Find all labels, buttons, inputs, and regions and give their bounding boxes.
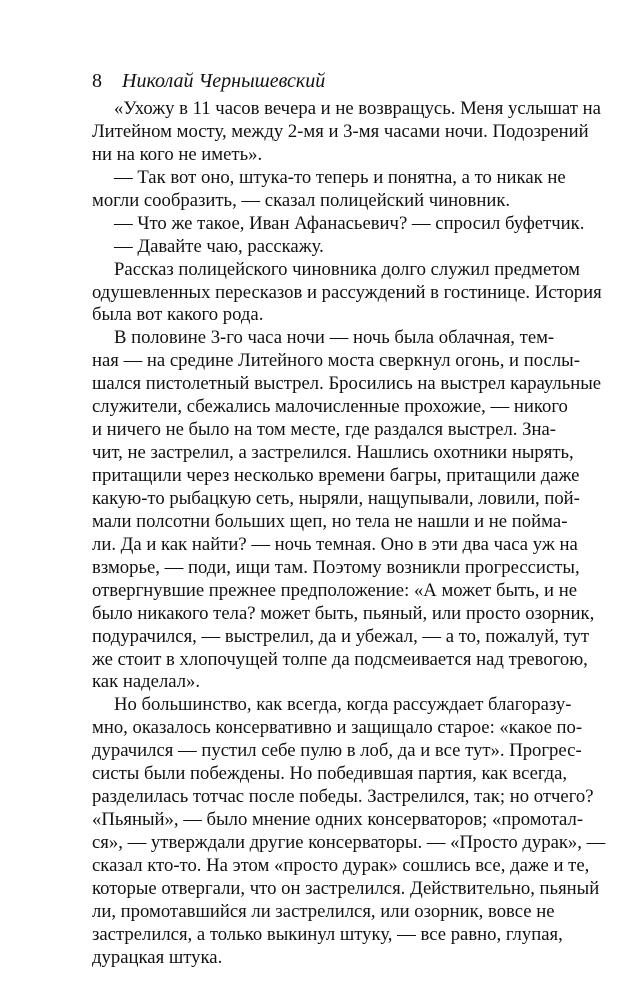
text-line: Рассказ полицейского чиновника долго служил предметом — [114, 258, 580, 280]
text-line: систы были побеждены. Но победившая партия, как всегда, — [92, 763, 568, 785]
text-line: взморье, — поди, ищи там. Поэтому возникли прогрессисты, — [92, 556, 580, 578]
text-line: чит, не застрелил, а застрелился. Нашлись охотники нырять, — [92, 442, 574, 464]
text-line: ли. Да и как найти? — ночь темная. Оно в эти два часа уж на — [92, 533, 578, 555]
text-line: притащили через несколько времени багры, притащили даже — [92, 465, 580, 486]
text-line: было никакого тела? может быть, пьяный, или просто озорник, — [92, 602, 595, 624]
text-line: могли сообразить, — сказал полицейский чиновник. — [92, 189, 511, 211]
text-line: как наделал». — [92, 671, 201, 693]
running-head — [92, 68, 552, 94]
text-line: ная — на средине Литейного моста сверкнул огонь, и послы- — [92, 350, 580, 372]
text-line: разделилась тотчас после победы. Застрелился, так; но отчего? — [92, 786, 594, 808]
page-number: 8 — [92, 70, 102, 92]
text-line: подурачился, — выстрелил, да и убежал, — а то, пожалуй, тут — [92, 625, 590, 647]
text-line: одушевленных пересказов и рассуждений в гостинице. История — [92, 281, 602, 303]
text-line: «Пьяный», — было мнение одних консерваторов; «промотал- — [92, 809, 584, 831]
text-line: — Что же такое, Иван Афанасьевич? — спросил буфетчик. — [114, 212, 585, 234]
text-line: ся», — утверждали другие консерваторы. — «Просто дурак», — — [92, 832, 606, 853]
text-line: мали полсотни больших щеп, но тела не нашли и не поймa- — [92, 510, 568, 532]
text-line: Литейном мосту, между 2-мя и 3-мя часами ночи. Подозрений — [92, 120, 589, 142]
text-line: сказал кто-то. На этом «просто дурак» сошлись все, даже и те, — [92, 854, 590, 876]
text-line: ни на кого не иметь». — [92, 143, 263, 165]
text-line: ли, промотавшийся ли застрелился, или озорник, вовсе не — [92, 900, 555, 922]
text-line: какую-то рыбацкую сеть, ныряли, нащупывали, ловили, пой- — [92, 487, 580, 509]
text-line: В половине 3-го часа ночи — ночь была облачная, тем- — [114, 327, 555, 349]
text-line: и ничего не было на том месте, где раздался выстрел. Зна- — [92, 419, 557, 441]
text-line: — Так вот оно, штука-то теперь и понятна, а то никак не — [114, 166, 566, 188]
text-line: служители, сбежались малочисленные прохожие, — никого — [92, 396, 568, 418]
text-line: была вот какого рода. — [92, 304, 264, 326]
body-text — [92, 98, 606, 970]
text-line: шался пистолетный выстрел. Бросились на выстрел караульные — [92, 373, 602, 395]
text-line: «Ухожу в 11 часов вечера и не возвращусь. Меня услышат на — [114, 98, 601, 119]
text-line: — Давайте чаю, расскажу. — [114, 235, 324, 257]
text-line: дурацкая штука. — [92, 946, 223, 968]
text-line: же стоит в хлопочущей толпе да подсмеивается над тревогою, — [92, 648, 588, 670]
text-line: дурачился — пустил себе пулю в лоб, да и все тут». Прогрес- — [92, 740, 582, 762]
text-line: Но большинство, как всегда, когда рассуждает благоразу- — [114, 694, 572, 716]
author-name: Николай Чернышевский — [122, 70, 326, 92]
text-line: отвергнувшие прежнее предположение: «А может быть, и не — [92, 579, 578, 601]
text-line: которые отвергали, что он застрелился. Действительно, пьяный — [92, 877, 600, 899]
text-line: мно, оказалось консервативно и защищало старое: «какое по- — [92, 717, 583, 739]
text-line: застрелился, а только выкинул штуку, — все равно, глупая, — [92, 923, 563, 945]
